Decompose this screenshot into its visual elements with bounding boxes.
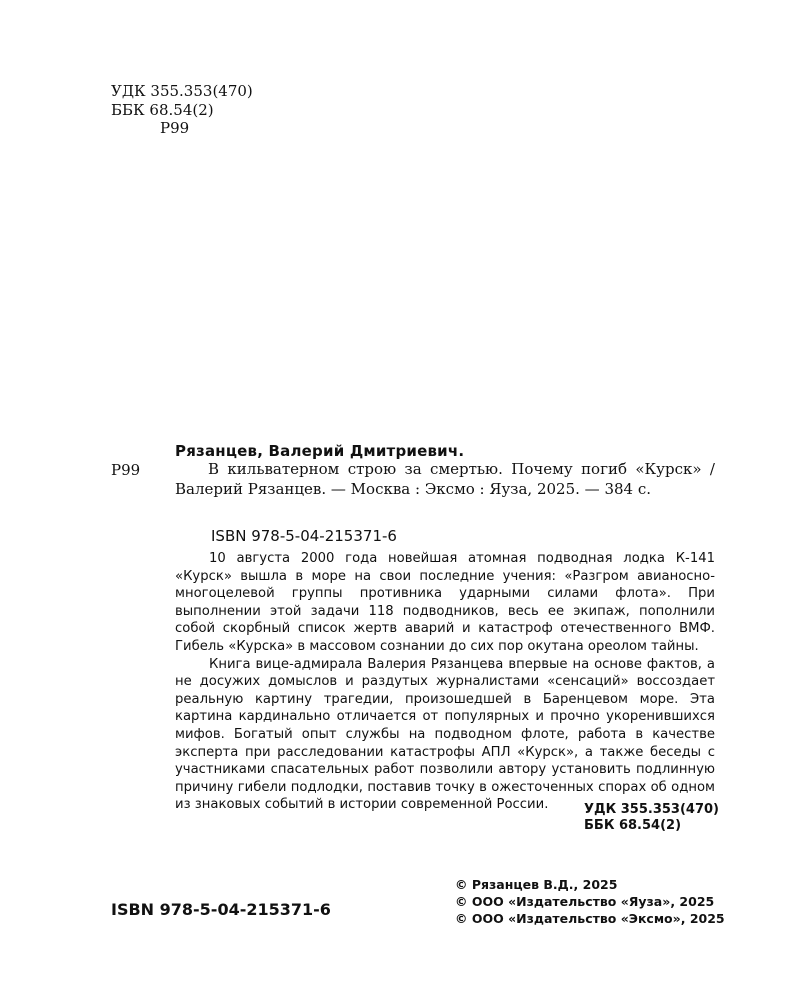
- author-mark-top: Р99: [160, 119, 190, 137]
- annotation-paragraph: Книга вице-адмирала Валерия Рязанцева впервые на основе фактов, а не досужих домыслов и раздутых журналистами «сенсаций» воссоздает реальную картину трагедии, произошедшей в Баренцевом море. Эта картина кардинально отличается от популярных и прочно укоренившихся мифов. Богатый опыт службы на подводном флоте, работа в качестве эксперта при расследовании катастрофы АПЛ «Курск», а также беседы с участниками спасательных работ позволили автору установить подлинную причину гибели подлодки, поставив точку в ожесточенных спорах об одном из знаковых событий в истории современной России.: [175, 656, 715, 813]
- udk-code-right: УДК 355.353(470): [584, 802, 719, 817]
- catalog-isbn: ISBN 978-5-04-215371-6: [211, 527, 397, 545]
- bbk-code-top: ББК 68.54(2): [111, 101, 214, 119]
- annotation-paragraph: 10 августа 2000 года новейшая атомная подводная лодка К-141 «Курск» вышла в море на свои последние учения: «Разгром авианосно-многоцелевой группы противника ударными силами флота». При выполнении этой задачи 118 подводников, весь ее экипаж, пополнили собой скорбный список жертв аварий и катастроф отечественного ВМФ. Гибель «Курска» в массовом сознании до сих пор окутана ореолом тайны.: [175, 551, 715, 654]
- bbk-code-right: ББК 68.54(2): [584, 818, 682, 833]
- copyright-block: [455, 876, 725, 927]
- copyright-line: © Рязанцев В.Д., 2025: [455, 877, 618, 892]
- annotation: [175, 550, 715, 814]
- copyright-line: © ООО «Издательство «Эксмо», 2025: [455, 911, 725, 926]
- udk-code-top: УДК 355.353(470): [111, 82, 253, 100]
- author-heading: Рязанцев, Валерий Дмитриевич.: [175, 442, 465, 460]
- catalog-title-block: В кильватерном строю за смертью. Почему погиб «Курск» / Валерий Рязанцев. — Москва : Эксмо : Яуза, 2025. — 384 с.: [175, 460, 715, 498]
- copyright-line: © ООО «Издательство «Яуза», 2025: [455, 894, 715, 909]
- isbn-bottom: ISBN 978-5-04-215371-6: [111, 900, 331, 919]
- catalog-author-mark: Р99: [111, 461, 141, 479]
